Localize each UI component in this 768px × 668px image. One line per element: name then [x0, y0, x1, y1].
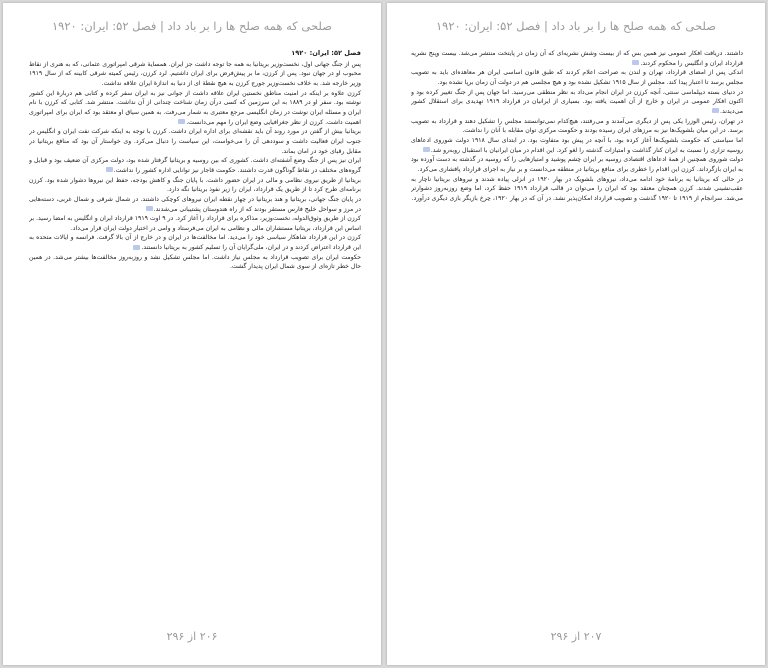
page-body [29, 49, 361, 617]
chapter-heading: فصل ۵۲: ایران: ۱۹۲۰ [291, 49, 361, 57]
paragraph: در تهران، رئیس الوزرا یکی پس از دیگری می‌آمدند و می‌رفتند، هیچ‌کدام نمی‌توانستند مجلس را تشکیل دهند و قرارداد به تصویب برسد. در این میان بلشویک‌ها نیز به مرزهای ایران رسیده بودند و حکومت مرکزی توان مقابله با آنان را نداشت. [411, 117, 743, 135]
paragraph: اما سیاستی که حکومت بلشویک‌ها آغاز کرده بود، با آنچه در پیش بود متفاوت بود. در ابتدای سال ۱۹۱۸ دولت شوروی ادعاهای روسیه تزاری را نسبت به ایران کنار گذاشت و امتیازات گذشته را لغو کرد. این اقدام در میان ایرانیان با استقبال روبه‌رو شد. [411, 136, 743, 154]
paragraph: در دنیای بسته دیپلماسی سنتی، آنچه کرزن در ایران انجام می‌داد به نظر منطقی می‌رسید. اما جهان پس از جنگ تغییر کرده بود و اکنون افکار عمومی در ایران و خارج از آن اهمیت یافته بود. بسیاری از ایرانیان در قرارداد ۱۹۱۹ تهدیدی برای استقلال کشور می‌دیدند. [411, 88, 743, 115]
paragraph: اندکی پس از امضای قرارداد، تهران و لندن به صراحت اعلام کردند که طبق قانون اساسی ایران هر معاهده‌ای باید به تصویب مجلس برسد تا اعتبار پیدا کند. مجلس از سال ۱۹۱۵ تشکیل نشده بود و هیچ مجلسی هم در دولت آن زمان برپا نشده بود. [411, 69, 743, 86]
page-number: ۲۰۶ از ۲۹۶ [166, 630, 218, 643]
right-page [387, 3, 765, 665]
running-head: صلحی که همه صلح ها را بر باد داد | فصل ۵۲: ایران: ۱۹۲۰ [435, 19, 717, 33]
paragraph: داشتند. دریافت افکار عمومی نیز همین بس که از بیست وشش نشریه‌ای که آن زمان در پایتخت منتشر می‌شد. بیست وپنج نشریه قرارداد ایران و انگلیس را محکوم کردند. [411, 50, 743, 67]
paragraph: در پایان جنگ جهانی، بریتانیا و هند بریتانیا در چهار نقطه ایران نیروهای کوچکی داشتند. در شمال شرقی و شمال غربی، دسته‌هایی در مرز و سواحل خلیج فارس مستقر بودند که از راه هندوستان پشتیبانی می‌شدند. [29, 195, 361, 213]
footnote-marker-icon[interactable] [146, 206, 153, 211]
page-body [411, 49, 743, 617]
paragraph: حکومت ایران برای تصویب قرارداد به مجلس نیاز داشت. اما مجلس تشکیل نشد و روزبه‌روز مخالفت‌ها بیشتر می‌شد. در همین حال خطر تازه‌ای از سوی شمال ایران پدیدار گشت. [29, 253, 361, 271]
paragraph: بریتانیا بیش از گفتن در مورد روند آن باید نقشه‌ای برای اداره ایران داشت. کرزن با توجه به اینکه شرکت نفت ایران و انگلیس در جنوب ایران فعالیت داشت و سوددهی آن را می‌خواست، این سیاست را دنبال می‌کرد. وی خواستار آن بود که منافع بریتانیا در مقابل رقبای خود در امان بماند. [29, 128, 361, 155]
paragraph: کرزن علاوه بر اینکه در امنیت مناطق نخستین ایران علاقه داشت از جوانی نیز به ایران سفر کرده و کتابی هم دربارهٔ این کشور نوشته بود. سفر او در ۱۸۸۹ به این سرزمین که کسی درآن زمان شناخت چندانی از آن نداشت. منتشر شد. کتابی که کرزن با نام ایران و مسئله ایران نوشت در زمان انگلیسی مرجع معتبری به شمار می‌رفت. به همین سیاق او معتقد بود که ایران برای امپراتوری اهمیت داشت. کرزن از نظر جغرافیایی وضع ایران را مهم می‌دانست. [29, 89, 361, 126]
paragraph: کرزن از طریق وثوق‌الدوله، نخست‌وزیر، مذاکره برای قرارداد را آغاز کرد. در ۹ اوت ۱۹۱۹ قرارداد ایران و انگلیس به امضا رسید. بر اساس این قرارداد، بریتانیا مستشاران مالی و نظامی به ایران می‌فرستاد و وامی در اختیار دولت ایران قرار می‌داد. [29, 215, 361, 232]
footnote-marker-icon[interactable] [712, 108, 719, 113]
paragraph: دولت شوروی همچنین از همهٔ ادعاهای اقتصادی روسیه بر ایران چشم پوشید و امتیازهایی را که روسیه در گذشته به دست آورده بود به ایران بازگرداند. کرزن این اقدام را خطری برای منافع بریتانیا در منطقه می‌دانست و بر نیاز به اجرای قرارداد پافشاری می‌کرد. [411, 156, 743, 173]
footnote-marker-icon[interactable] [133, 245, 140, 250]
page-number: ۲۰۷ از ۲۹۶ [550, 630, 602, 643]
paragraph: بریتانیا از طریق نیروی نظامی و مالی در ایران حضور داشت. با پایان جنگ و کاهش بودجه، حفظ این نیروها دشوار شده بود. کرزن برنامه‌ای طرح کرد تا از طریق یک قرارداد، ایران را زیر نفوذ بریتانیا نگه دارد. [29, 176, 361, 194]
paragraph: پس از جنگ جهانی اول، نخست‌وزیر بریتانیا به همه جا توجه داشت جز ایران. همسایهٔ شرقی امپراتوری عثمانی، که به هنری از نقاط محبوب او در جهان نبود. پس از کرزن، ما بر پیش‌فرض برای ایران داشتیم. لرد کرزن، رئیس کمیته شرقی کابینه که از سال ۱۹۱۹ وزیر خارجه شد. به خلاف نخست‌وزیر جورج کرزن به هیچ نقطهٔ ای از دنیا به اندازهٔ ایران علاقه نداشت. [29, 60, 361, 87]
paragraph: در حالی که بریتانیا به برنامهٔ خود ادامه می‌داد، نیروهای بلشویک در بهار ۱۹۲۰ در انزلی پیاده شدند و نیروهای بریتانیا ناچار به عقب‌نشینی شدند. کرزن همچنان معتقد بود که ایران را می‌توان در قالب قرارداد ۱۹۱۹ حفظ کرد، اما وضع روزبه‌روز دشوارتر می‌شد. سرانجام از ۱۹۱۹ تا ۱۹۲۰ گذشت و تصویب قرارداد امکان‌پذیر نشد. در آن که در بهار ۱۹۲۰، چرخ بازیگر بازی دیگری درآورد. [411, 175, 743, 202]
footnote-marker-icon[interactable] [423, 147, 430, 152]
left-page [3, 3, 381, 665]
paragraph: کرزن در این قرارداد شاهکار سیاسی خود را می‌دید. اما مخالفت‌ها در ایران و در خارج از آن بالا گرفت. فرانسه و ایالات متحده به این قرارداد اعتراض کردند و در ایران، ملی‌گرایان آن را تسلیم کشور به بریتانیا دانستند. [29, 234, 361, 252]
paragraph: ایران نیز پس از جنگ وضع آشفته‌ای داشت. کشوری که بین روسیه و بریتانیا گرفتار شده بود، دولت مرکزی آن ضعیف بود و قبایل و گروه‌های مختلف در نقاط گوناگون قدرت داشتند. حکومت قاجار نیز توانایی اداره کشور را نداشت. [29, 157, 361, 174]
footnote-marker-icon[interactable] [632, 60, 639, 65]
footnote-marker-icon[interactable] [106, 167, 113, 172]
running-head: صلحی که همه صلح ها را بر باد داد | فصل ۵۲: ایران: ۱۹۲۰ [51, 19, 333, 33]
footnote-marker-icon[interactable] [178, 119, 185, 124]
